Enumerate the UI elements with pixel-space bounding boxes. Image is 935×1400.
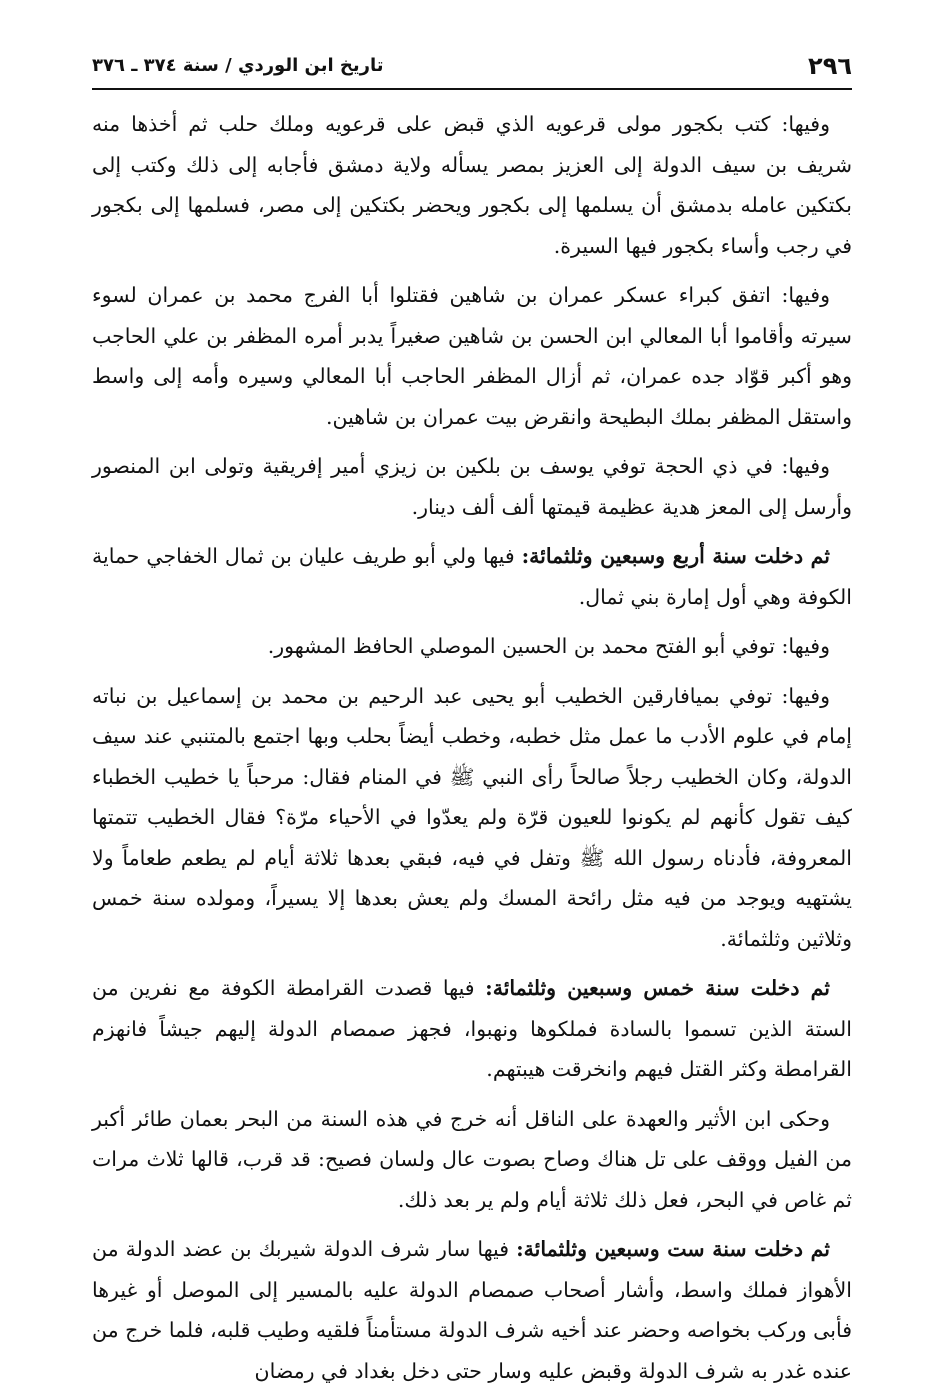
paragraph-text: فيها قصدت القرامطة الكوفة مع نفرين من الستة الذين تسموا بالسادة فملكوها ونهبوا، فجهز صمصام الدولة إليهم جيشاً فانهزم القرامطة وكثر القتل فيهم وانخرقت هيبتهم. bbox=[92, 976, 852, 1081]
book-page bbox=[92, 44, 852, 1400]
paragraph bbox=[92, 536, 852, 617]
running-title: تاريخ ابن الوردي / سنة ٣٧٤ ـ ٣٧٦ bbox=[92, 54, 384, 76]
paragraph-text: وفيها: اتفق كبراء عسكر عمران بن شاهين فقتلوا أبا الفرج محمد بن عمران لسوء سيرته وأقاموا أبا المعالي ابن الحسن بن شاهين صغيراً يدبر أمره المظفر بن علي الحاجب وهو أكبر قوّاد جده عمران، ثم أزال المظفر الحاجب أبا المعالي وسيره وأمه إلى واسط واستقل المظفر بملك البطيحة وانقرض بيت عمران بن شاهين. bbox=[92, 283, 852, 429]
paragraph-text: وفيها: في ذي الحجة توفي يوسف بن بلكين بن زيزي أمير إفريقية وتولى ابن المنصور وأرسل إلى المعز هدية عظيمة قيمتها ألف ألف دينار. bbox=[92, 454, 852, 519]
paragraph-text: فيها سار شرف الدولة شيربك بن عضد الدولة من الأهواز فملك واسط، وأشار أصحاب صمصام الدولة عليه بالمسير إلى الموصل أو غيرها فأبى وركب بخواصه وحضر عند أخيه شرف الدولة مستأمناً فلقيه وطيب قلبه، فلما خرج من عنده غدر به شرف الدولة وقبض عليه وسار حتى دخل بغداد في رمضان bbox=[92, 1237, 852, 1383]
paragraph-text: وفيها: توفي بميافارقين الخطيب أبو يحيى عبد الرحيم بن محمد بن إسماعيل بن نباته إمام في علوم الأدب ما عمل مثل خطبه، وخطب أيضاً بحلب وبها اجتمع بالمتنبي عند سيف الدولة، وكان الخطيب رجلاً صالحاً رأى النبي ﷺ في المنام فقال: مرحباً يا خطيب الخطباء كيف تقول كأنهم لم يكونوا للعيون قرّة ولم يعدّوا في الأحياء مرّة؟ فقال الخطيب تتمتها المعروفة، فأدناه رسول الله ﷺ وتفل في فيه، فبقي بعدها ثلاثة أيام لم يطعم طعاماً ولا يشتهيه ويوجد من فيه مثل رائحة المسك ولم يعش بعدها إلا يسيراً، ومولده سنة خمس وثلاثين وثلثمائة. bbox=[92, 683, 852, 951]
year-heading: ثم دخلت سنة خمس وسبعين وثلثمائة: bbox=[485, 976, 830, 1000]
paragraph bbox=[92, 968, 852, 1090]
paragraph-text: وفيها: توفي أبو الفتح محمد بن الحسين الموصلي الحافظ المشهور. bbox=[267, 634, 830, 658]
page-number: ٢٩٦ bbox=[808, 52, 852, 80]
paragraph bbox=[92, 104, 852, 266]
paragraph bbox=[92, 676, 852, 960]
paragraph bbox=[92, 1099, 852, 1221]
paragraph-text: وفيها: كتب بكجور مولى قرعويه الذي قبض على قرعويه وملك حلب ثم أخذها منه شريف بن سيف الدولة إلى العزيز بمصر يسأله ولاية دمشق فأجابه إلى ذلك وكتب إلى بكتكين عامله بدمشق أن يسلمها إلى بكجور ويحضر بكتكين إلى مصر، فسلمها إلى بكجور في رجب وأساء بكجور فيها السيرة. bbox=[92, 112, 852, 258]
paragraph bbox=[92, 626, 852, 667]
paragraph-text: وحكى ابن الأثير والعهدة على الناقل أنه خرج في هذه السنة من البحر بعمان طائر أكبر من الفيل ووقف على تل هناك وصاح بصوت عال ولسان فصيح: قد قرب، قالها ثلاث مرات ثم غاص في البحر، فعل ذلك ثلاثة أيام ولم ير بعد ذلك. bbox=[92, 1106, 852, 1212]
body-text bbox=[92, 104, 852, 1391]
year-heading: ثم دخلت سنة أربع وسبعين وثلثمائة: bbox=[521, 544, 831, 568]
year-heading: ثم دخلت سنة ست وسبعين وثلثمائة: bbox=[516, 1237, 830, 1261]
paragraph bbox=[92, 1229, 852, 1391]
page-header bbox=[92, 44, 852, 90]
paragraph bbox=[92, 446, 852, 527]
paragraph-text: فيها ولي أبو طريف عليان بن ثمال الخفاجي حماية الكوفة وهي أول إمارة بني ثمال. bbox=[92, 544, 852, 609]
paragraph bbox=[92, 275, 852, 437]
